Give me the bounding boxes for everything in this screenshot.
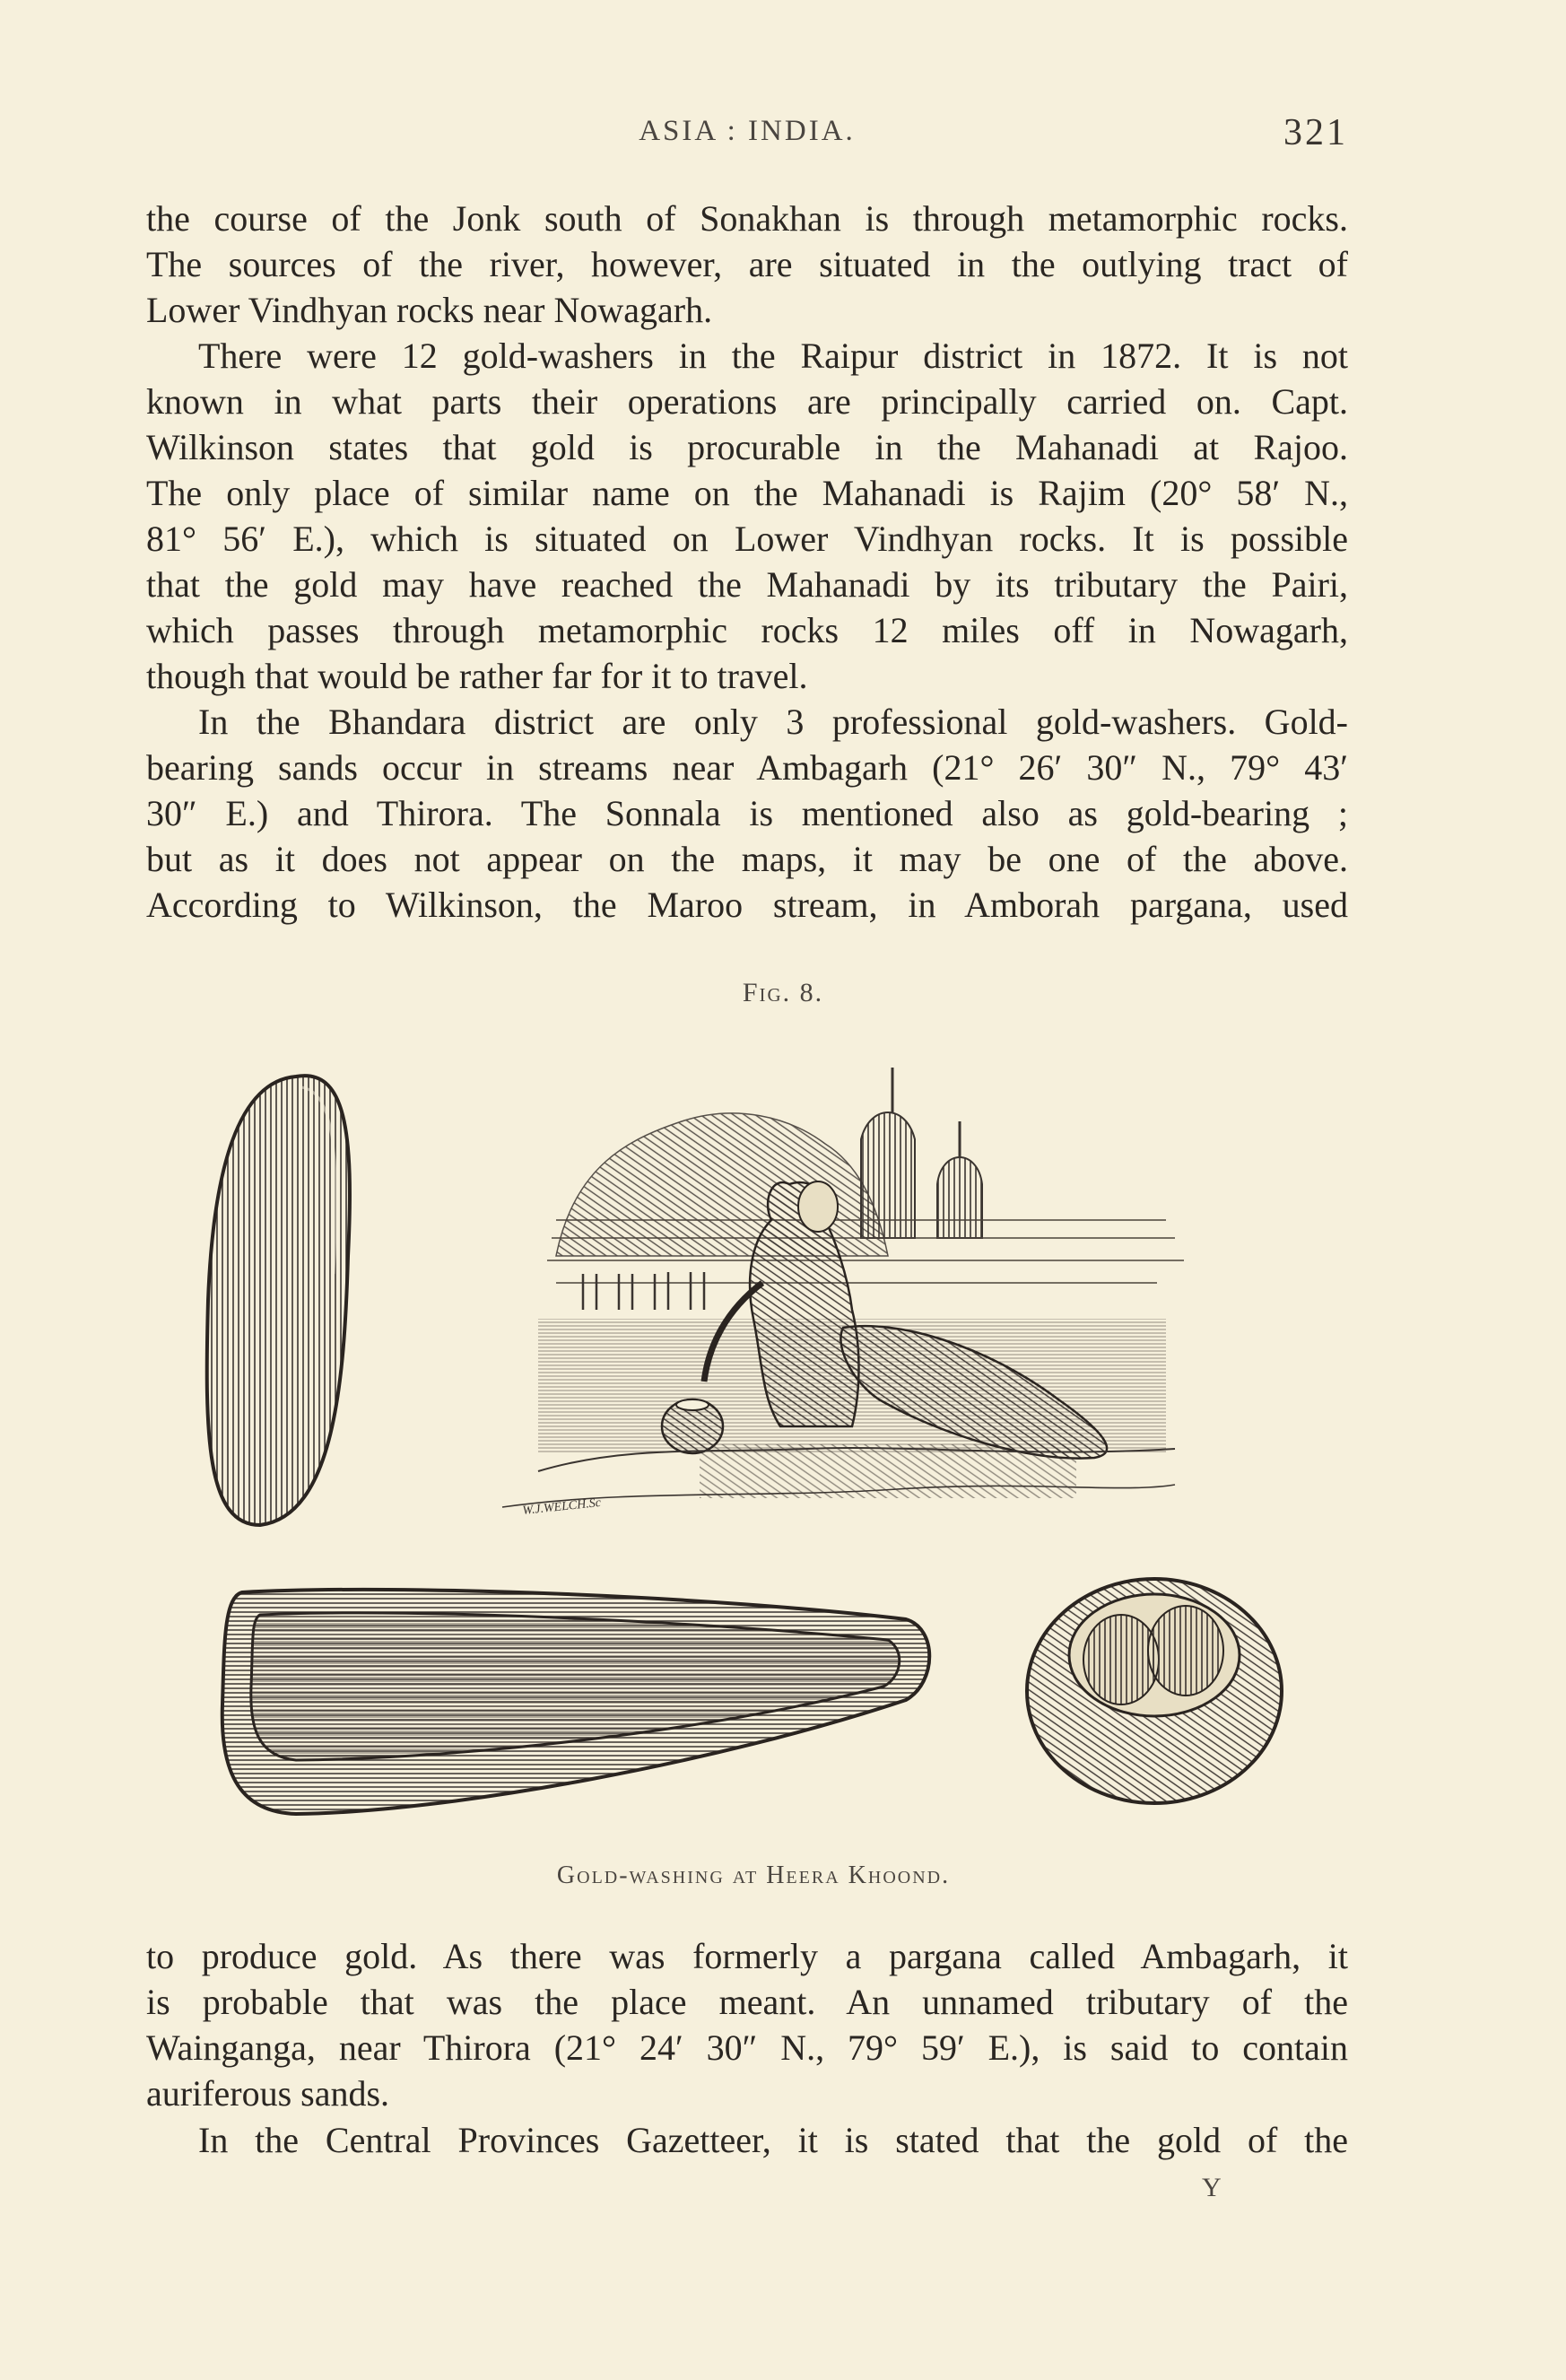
- engraver-signature: W.J.WELCH.Sc: [521, 1495, 602, 1518]
- text-line: The only place of similar name on the Mahanadi is Rajim (20° 58′ N.,: [146, 473, 1348, 513]
- text-line: is probable that was the place meant. An unnamed tributary of the: [146, 1982, 1348, 2022]
- wooden-scraper-illustration: [207, 1076, 350, 1525]
- text-line: There were 12 gold-washers in the Raipur district in 1872. It is not: [198, 336, 1348, 376]
- text-line: 30″ E.) and Thirora. The Sonnala is mentioned also as gold-bearing ;: [146, 793, 1348, 833]
- text-line: Wainganga, near Thirora (21° 24′ 30″ N., 79° 59′ E.), is said to contain: [146, 2027, 1348, 2068]
- text-line: In the Bhandara district are only 3 professional gold-washers. Gold-: [198, 702, 1348, 742]
- text-line: the course of the Jonk south of Sonakhan is through metamorphic rocks.: [146, 198, 1348, 239]
- woman-washing-gold-scene: [502, 1068, 1184, 1518]
- text-line: According to Wilkinson, the Maroo stream, in Amborah pargana, used: [146, 885, 1348, 925]
- figure-label: Fig. 8.: [742, 978, 824, 1007]
- page-number: 321: [1283, 112, 1348, 153]
- paragraph: [146, 1933, 1348, 2116]
- text-line: Wilkinson states that gold is procurable in the Mahanadi at Rajoo.: [146, 427, 1348, 467]
- text-line: 81° 56′ E.), which is situated on Lower Vindhyan rocks. It is possible: [146, 519, 1348, 559]
- text-line: bearing sands occur in streams near Ambagarh (21° 26′ 30″ N., 79° 43′: [146, 747, 1348, 788]
- text-line: known in what parts their operations are principally carried on. Capt.: [146, 381, 1348, 422]
- figure-caption: Gold-washing at Heera Khoond.: [556, 1861, 951, 1889]
- text-line: that the gold may have reached the Mahanadi by its tributary the Pairi,: [146, 564, 1348, 605]
- text-line: to produce gold. As there was formerly a pargana called Ambagarh, it: [146, 1936, 1348, 1976]
- text-line: auriferous sands.: [146, 2073, 390, 2114]
- text-line: The sources of the river, however, are situated in the outlying tract of: [146, 244, 1348, 284]
- signature-mark: Y: [1202, 2173, 1222, 2202]
- text-line: which passes through metamorphic rocks 12 miles off in Nowagarh,: [146, 610, 1348, 650]
- text-line: but as it does not appear on the maps, it may be one of the above.: [146, 839, 1348, 879]
- text-line: Lower Vindhyan rocks near Nowagarh.: [146, 290, 713, 330]
- running-title: ASIA : INDIA.: [639, 115, 856, 147]
- wooden-trough-illustration: [222, 1590, 929, 1814]
- paragraph: [146, 2117, 1348, 2163]
- gourd-bowl-illustration: [1027, 1579, 1282, 1803]
- text-line: though that would be rather far for it to travel.: [146, 656, 808, 696]
- text-line: In the Central Provinces Gazetteer, it is stated that the gold of the: [198, 2120, 1348, 2160]
